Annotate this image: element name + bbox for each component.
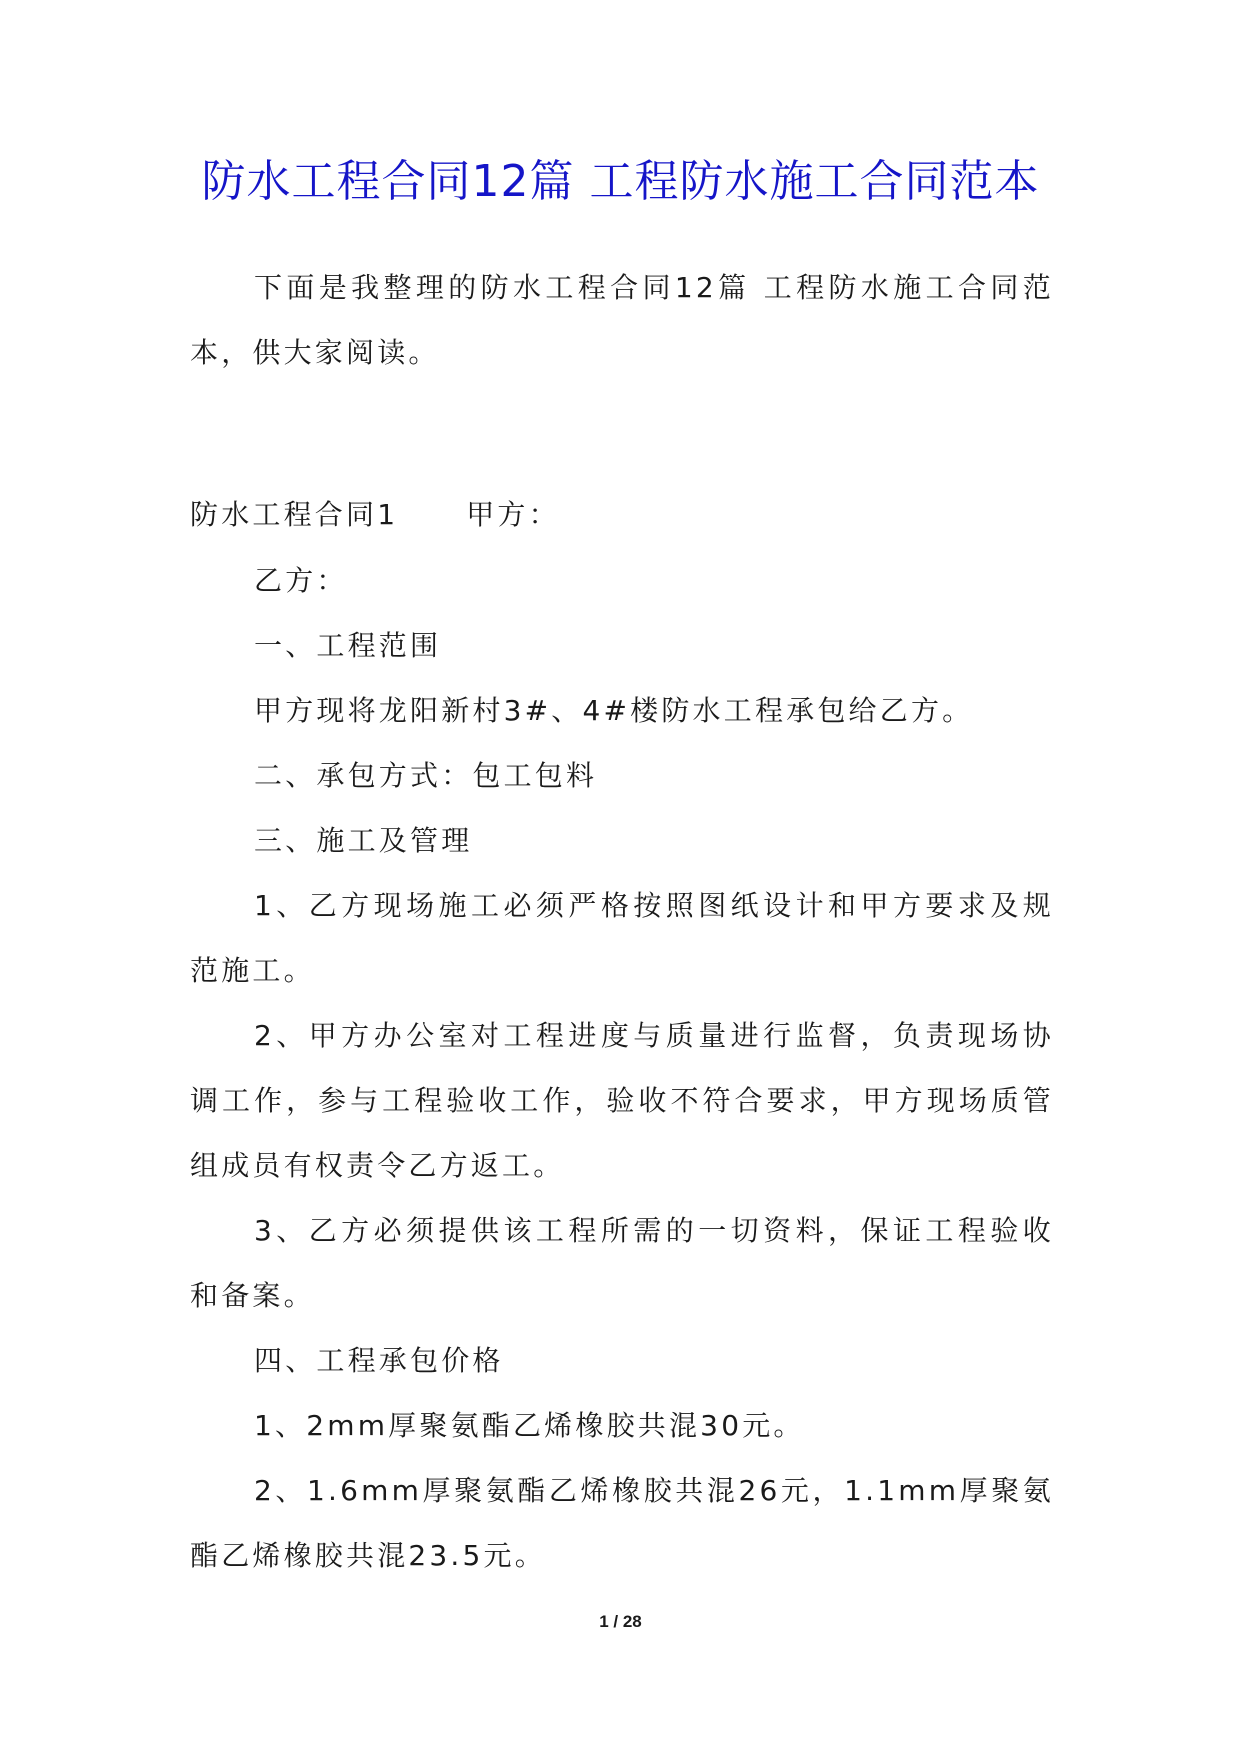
body-paragraph: 2、甲方办公室对工程进度与质量进行监督，负责现场协调工作，参与工程验收工作，验收不符合要求，甲方现场质管组成员有权责令乙方返工。 (190, 1019, 1054, 1182)
party-a-label: 甲方： (466, 498, 560, 531)
contract-heading-row (190, 482, 560, 547)
document-title: 防水工程合同12篇 工程防水施工合同范本 (201, 156, 1040, 207)
section-heading: 二、承包方式：包工包料 (254, 759, 598, 792)
party-b-label: 乙方： (254, 564, 348, 597)
section-heading: 三、施工及管理 (254, 824, 473, 857)
body-paragraph: 1、2mm厚聚氨酯乙烯橡胶共混30元。 (254, 1409, 805, 1442)
section-heading: 四、工程承包价格 (254, 1344, 504, 1377)
section-heading: 一、工程范围 (254, 629, 442, 662)
page-number: 1 / 28 (599, 1612, 642, 1631)
body-paragraph: 1、乙方现场施工必须严格按照图纸设计和甲方要求及规范施工。 (190, 889, 1054, 987)
body-paragraph: 2、1.6mm厚聚氨酯乙烯橡胶共混26元，1.1mm厚聚氨酯乙烯橡胶共混23.5元。 (190, 1474, 1054, 1572)
intro-paragraph: 下面是我整理的防水工程合同12篇 工程防水施工合同范本，供大家阅读。 (190, 271, 1054, 369)
body-paragraph: 3、乙方必须提供该工程所需的一切资料，保证工程验收和备案。 (190, 1214, 1054, 1312)
body-paragraph: 甲方现将龙阳新村3#、4#楼防水工程承包给乙方。 (254, 694, 974, 727)
contract-heading: 防水工程合同1 (190, 498, 399, 531)
